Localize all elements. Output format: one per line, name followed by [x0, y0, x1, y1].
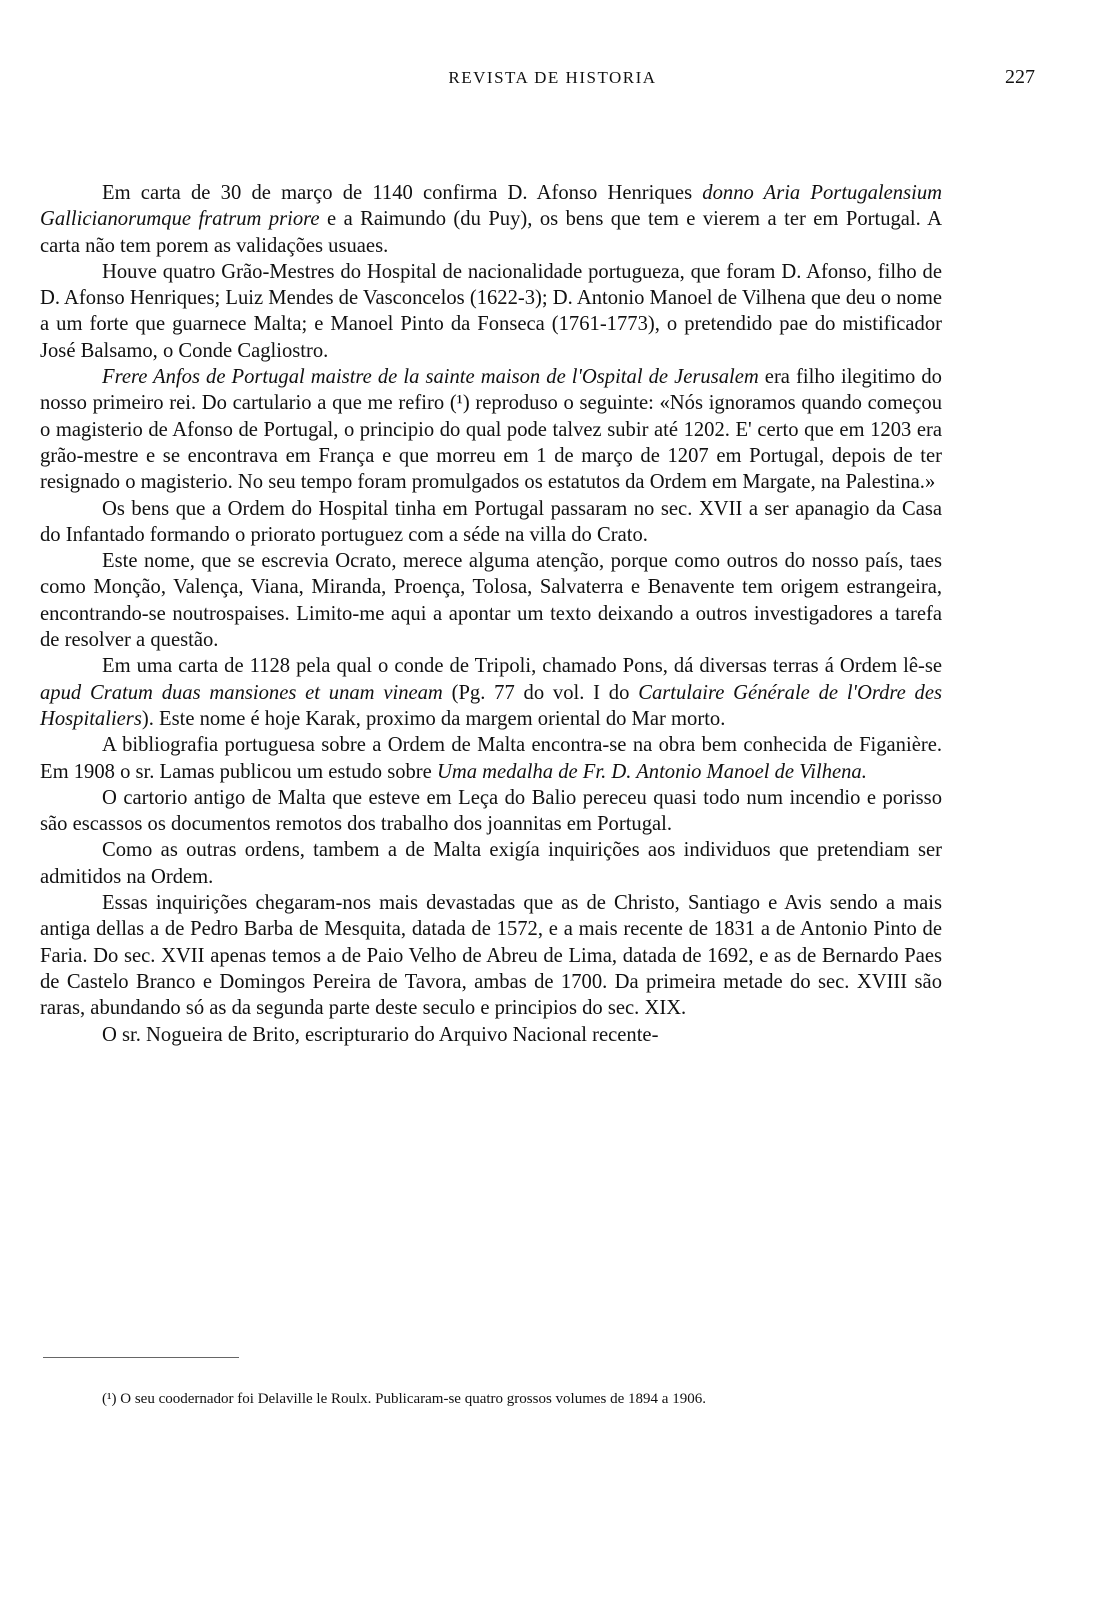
- paragraph: [40, 364, 942, 495]
- text-run: O sr. Nogueira de Brito, escripturario do Arquivo Nacional recente-: [102, 1023, 659, 1046]
- paragraph: [40, 548, 942, 653]
- page-header: [70, 66, 1035, 96]
- text-run: Essas inquirições chegaram-nos mais devastadas que as de Christo, Santiago e Avis sendo a mais antiga dellas a de Pedro Barba de Mesquita, datada de 1572, e a mais recente de 1831 a de Antonio Pinto de Faria. Do sec. XVII apenas temos a de Paio Velho de Abreu de Lima, datada de 1692, e as de Bernardo Paes de Castelo Branco e Domingos Pereira de Tavora, ambas de 1700. Da primeira metade do sec. XVIII são raras, abundando só as da segunda parte deste seculo e principios do sec. XIX.: [40, 892, 942, 1020]
- text-run: Houve quatro Grão-Mestres do Hospital de nacionalidade portugueza, que foram D. Afonso, filho de D. Afonso Henriques; Luiz Mendes de Vasconcelos (1622-3); D. Antonio Manoel de Vilhena que deu o nome a um forte que guarnece Malta; e Manoel Pinto da Fonseca (1761-1773), o pretendido pae do mistificador José Balsamo, o Conde Cagliostro.: [40, 260, 942, 362]
- text-run: (Pg. 77 do vol. I do: [442, 681, 639, 704]
- italic-run: Uma medalha de Fr. D. Antonio Manoel de Vilhena.: [436, 760, 867, 783]
- italic-run: Frere Anfos de Portugal maistre de la sainte maison de l'Ospital de Jerusalem: [102, 366, 759, 389]
- paragraph: [40, 259, 942, 364]
- text-run: e a Raimundo (du Puy), os bens que tem e vierem a ter em Portugal. A carta não tem porem as validações usuaes.: [40, 208, 942, 257]
- paragraph: [40, 1022, 942, 1048]
- paragraph: [40, 496, 942, 549]
- text-run: A bibliografia portuguesa sobre a Ordem de Malta encontra-se na obra bem conhecida de Figanière. Em 1908 o sr. Lamas publicou um estudo sobre: [40, 734, 942, 783]
- footnote-separator: [43, 1357, 239, 1358]
- footnote: (¹) O seu coodernador foi Delaville le Roulx. Publicaram-se quatro grossos volumes de 1894 a 1906.: [102, 1391, 706, 1407]
- text-run: O cartorio antigo de Malta que esteve em Leça do Balio pereceu quasi todo num incendio e porisso são escassos os documentos remotos dos trabalho dos joannitas em Portugal.: [40, 786, 942, 836]
- paragraph: [40, 732, 942, 785]
- paragraph: [40, 785, 942, 838]
- italic-run: apud Cratum duas mansiones et unam vineam: [40, 681, 443, 704]
- text-run: era filho ilegitimo do nosso primeiro rei. Do cartulario a que me refiro (¹) reproduso o seguinte: «Nós ignoramos quando começou o magisterio de Afonso de Portugal, o principio do qual pode talvez subir até 1202. E' certo que em 1203 era grão-mestre e se encontrava em França e que morreu em 1 de março de 1207 em Portugal, depois de ter resignado o magisterio. No seu tempo foram promulgados os estatutos da Ordem em Margate, na Palestina.»: [40, 366, 942, 494]
- paragraph: [40, 653, 942, 732]
- paragraph: [40, 180, 942, 259]
- text-run: Como as outras ordens, tambem a de Malta exigía inquirições aos individuos que pretendiam ser admitidos na Ordem.: [40, 839, 942, 888]
- text-run: Em carta de 30 de março de 1140 confirma D. Afonso Henriques: [102, 182, 703, 204]
- italic-run: Cartulaire Générale de l'Ordre des Hospitaliers: [40, 681, 942, 730]
- italic-run: donno Aria Portugalensium Gallicianorumque fratrum priore: [40, 182, 942, 231]
- text-run: ). Este nome é hoje Karak, proximo da margem oriental do Mar morto.: [141, 707, 726, 730]
- body-text: [40, 180, 942, 1048]
- text-run: Em uma carta de 1128 pela qual o conde de Tripoli, chamado Pons, dá diversas terras á Ordem lê-se: [102, 655, 942, 678]
- paragraph: [40, 837, 942, 890]
- paragraph: [40, 890, 942, 1021]
- text-run: Os bens que a Ordem do Hospital tinha em Portugal passaram no sec. XVII a ser apanagio da Casa do Infantado formando o priorato portuguez com a séde na villa do Crato.: [40, 497, 942, 546]
- text-run: Este nome, que se escrevia Ocrato, merece alguma atenção, porque como outros do nosso país, taes como Monção, Valença, Viana, Miranda, Proença, Tolosa, Salvaterra e Benavente tem origem estrangeira, encontrando-se noutrospaises. Limito-me aqui a apontar um texto deixando a outros investigadores a tarefa de resolver a questão.: [40, 550, 942, 652]
- page-number: 227: [1005, 66, 1035, 88]
- running-title: REVISTA DE HISTORIA: [448, 68, 657, 87]
